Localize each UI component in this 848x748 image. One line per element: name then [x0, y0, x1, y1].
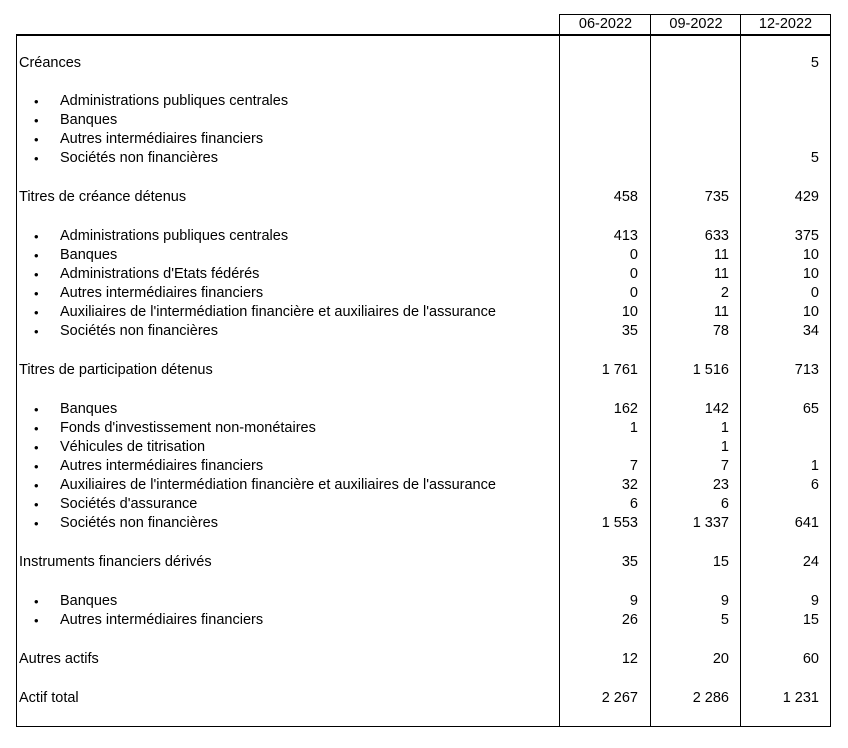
bullet-icon: • — [34, 113, 39, 128]
cell-value: 32 — [621, 477, 638, 493]
cell-value: 34 — [802, 323, 819, 339]
cell-value: 0 — [629, 247, 638, 263]
table-row-item — [16, 227, 831, 246]
cell-value: 633 — [704, 228, 729, 244]
column-header-1: 09-2022 — [650, 14, 741, 34]
bullet-icon: • — [34, 440, 39, 455]
row-label: Créances — [19, 55, 82, 71]
row-label: Auxiliaires de l'intermédiation financière et auxiliaires de l'assurance — [60, 304, 496, 320]
cell-value: 10 — [621, 304, 638, 320]
bullet-icon: • — [34, 267, 39, 282]
row-label: Actif total — [19, 690, 79, 706]
cell-value: 1 553 — [601, 515, 638, 531]
row-label: Auxiliaires de l'intermédiation financière et auxiliaires de l'assurance — [60, 477, 496, 493]
cell-value: 2 267 — [601, 690, 638, 706]
bullet-icon: • — [34, 459, 39, 474]
cell-value: 7 — [720, 458, 729, 474]
cell-value: 60 — [802, 651, 819, 667]
column-header-0: 06-2022 — [559, 14, 651, 34]
table-row-item — [16, 149, 831, 168]
row-label: Banques — [60, 401, 118, 417]
cell-value: 5 — [720, 612, 729, 628]
cell-value: 375 — [794, 228, 819, 244]
bullet-icon: • — [34, 613, 39, 628]
cell-value: 10 — [802, 304, 819, 320]
bullet-icon: • — [34, 305, 39, 320]
row-label: Véhicules de titrisation — [60, 439, 206, 455]
table-row-item — [16, 111, 831, 130]
table-row-item — [16, 592, 831, 611]
table-row-section — [16, 188, 831, 207]
cell-value: 5 — [810, 150, 819, 166]
table-row-item — [16, 495, 831, 514]
table-row-item — [16, 265, 831, 284]
cell-value: 12 — [621, 651, 638, 667]
row-label: Instruments financiers dérivés — [19, 554, 212, 570]
cell-value: 26 — [621, 612, 638, 628]
cell-value: 9 — [720, 593, 729, 609]
cell-value: 735 — [704, 189, 729, 205]
row-label: Administrations d'Etats fédérés — [60, 266, 260, 282]
cell-value: 9 — [629, 593, 638, 609]
bullet-icon: • — [34, 497, 39, 512]
bullet-icon: • — [34, 421, 39, 436]
bullet-icon: • — [34, 478, 39, 493]
cell-value: 9 — [810, 593, 819, 609]
table-row-section — [16, 650, 831, 669]
cell-value: 10 — [802, 247, 819, 263]
cell-value: 429 — [794, 189, 819, 205]
bullet-icon: • — [34, 594, 39, 609]
row-label: Sociétés non financières — [60, 150, 218, 166]
cell-value: 1 761 — [601, 362, 638, 378]
cell-value: 413 — [613, 228, 638, 244]
cell-value: 0 — [629, 285, 638, 301]
cell-value: 11 — [713, 266, 729, 282]
cell-value: 35 — [621, 554, 638, 570]
row-label: Banques — [60, 112, 118, 128]
cell-value: 65 — [802, 401, 819, 417]
cell-value: 6 — [810, 477, 819, 493]
cell-value: 24 — [802, 554, 819, 570]
cell-value: 10 — [802, 266, 819, 282]
bullet-icon: • — [34, 94, 39, 109]
cell-value: 6 — [629, 496, 638, 512]
cell-value: 1 516 — [692, 362, 729, 378]
bullet-icon: • — [34, 324, 39, 339]
cell-value: 15 — [712, 554, 729, 570]
table-row-item — [16, 246, 831, 265]
bullet-icon: • — [34, 132, 39, 147]
cell-value: 1 — [720, 420, 729, 436]
cell-value: 142 — [704, 401, 729, 417]
row-label: Titres de participation détenus — [19, 362, 213, 378]
row-label: Administrations publiques centrales — [60, 228, 289, 244]
cell-value: 0 — [629, 266, 638, 282]
row-label: Banques — [60, 247, 118, 263]
bullet-icon: • — [34, 402, 39, 417]
cell-value: 1 337 — [692, 515, 729, 531]
table-row-section — [16, 689, 831, 708]
cell-value: 11 — [713, 247, 729, 263]
cell-value: 2 286 — [692, 690, 729, 706]
table-row-item — [16, 400, 831, 419]
bullet-icon: • — [34, 286, 39, 301]
bullet-icon: • — [34, 151, 39, 166]
row-label: Sociétés non financières — [60, 323, 218, 339]
bullet-icon: • — [34, 248, 39, 263]
row-label: Sociétés non financières — [60, 515, 218, 531]
cell-value: 7 — [629, 458, 638, 474]
cell-value: 2 — [720, 285, 729, 301]
table-row-section — [16, 553, 831, 572]
row-label: Autres intermédiaires financiers — [60, 285, 264, 301]
table-row-item — [16, 284, 831, 303]
table-row-item — [16, 130, 831, 149]
table-row-item — [16, 322, 831, 341]
cell-value: 15 — [802, 612, 819, 628]
row-label: Autres actifs — [19, 651, 99, 667]
cell-value: 641 — [794, 515, 819, 531]
column-header-2: 12-2022 — [740, 14, 831, 34]
bullet-icon: • — [34, 229, 39, 244]
cell-value: 458 — [613, 189, 638, 205]
table-row-item — [16, 303, 831, 322]
table-row-item — [16, 419, 831, 438]
row-label: Titres de créance détenus — [19, 189, 187, 205]
row-label: Autres intermédiaires financiers — [60, 612, 264, 628]
cell-value: 6 — [720, 496, 729, 512]
table-row-item — [16, 476, 831, 495]
cell-value: 0 — [810, 285, 819, 301]
cell-value: 5 — [810, 55, 819, 71]
table-row-item — [16, 457, 831, 476]
cell-value: 78 — [712, 323, 729, 339]
row-label: Fonds d'investissement non-monétaires — [60, 420, 316, 436]
table-row-item — [16, 92, 831, 111]
row-label: Autres intermédiaires financiers — [60, 458, 264, 474]
row-label: Banques — [60, 593, 118, 609]
cell-value: 20 — [712, 651, 729, 667]
cell-value: 11 — [713, 304, 729, 320]
table-row-item — [16, 514, 831, 533]
cell-value: 35 — [621, 323, 638, 339]
cell-value: 713 — [794, 362, 819, 378]
cell-value: 1 — [629, 420, 638, 436]
row-label: Administrations publiques centrales — [60, 93, 289, 109]
table-row-section — [16, 361, 831, 380]
table-row-item — [16, 611, 831, 630]
cell-value: 162 — [613, 401, 638, 417]
row-label: Autres intermédiaires financiers — [60, 131, 264, 147]
row-label: Sociétés d'assurance — [60, 496, 198, 512]
cell-value: 1 231 — [782, 690, 819, 706]
table-row-item — [16, 438, 831, 457]
cell-value: 23 — [712, 477, 729, 493]
cell-value: 1 — [810, 458, 819, 474]
table-row-section — [16, 54, 831, 73]
bullet-icon: • — [34, 516, 39, 531]
cell-value: 1 — [720, 439, 729, 455]
